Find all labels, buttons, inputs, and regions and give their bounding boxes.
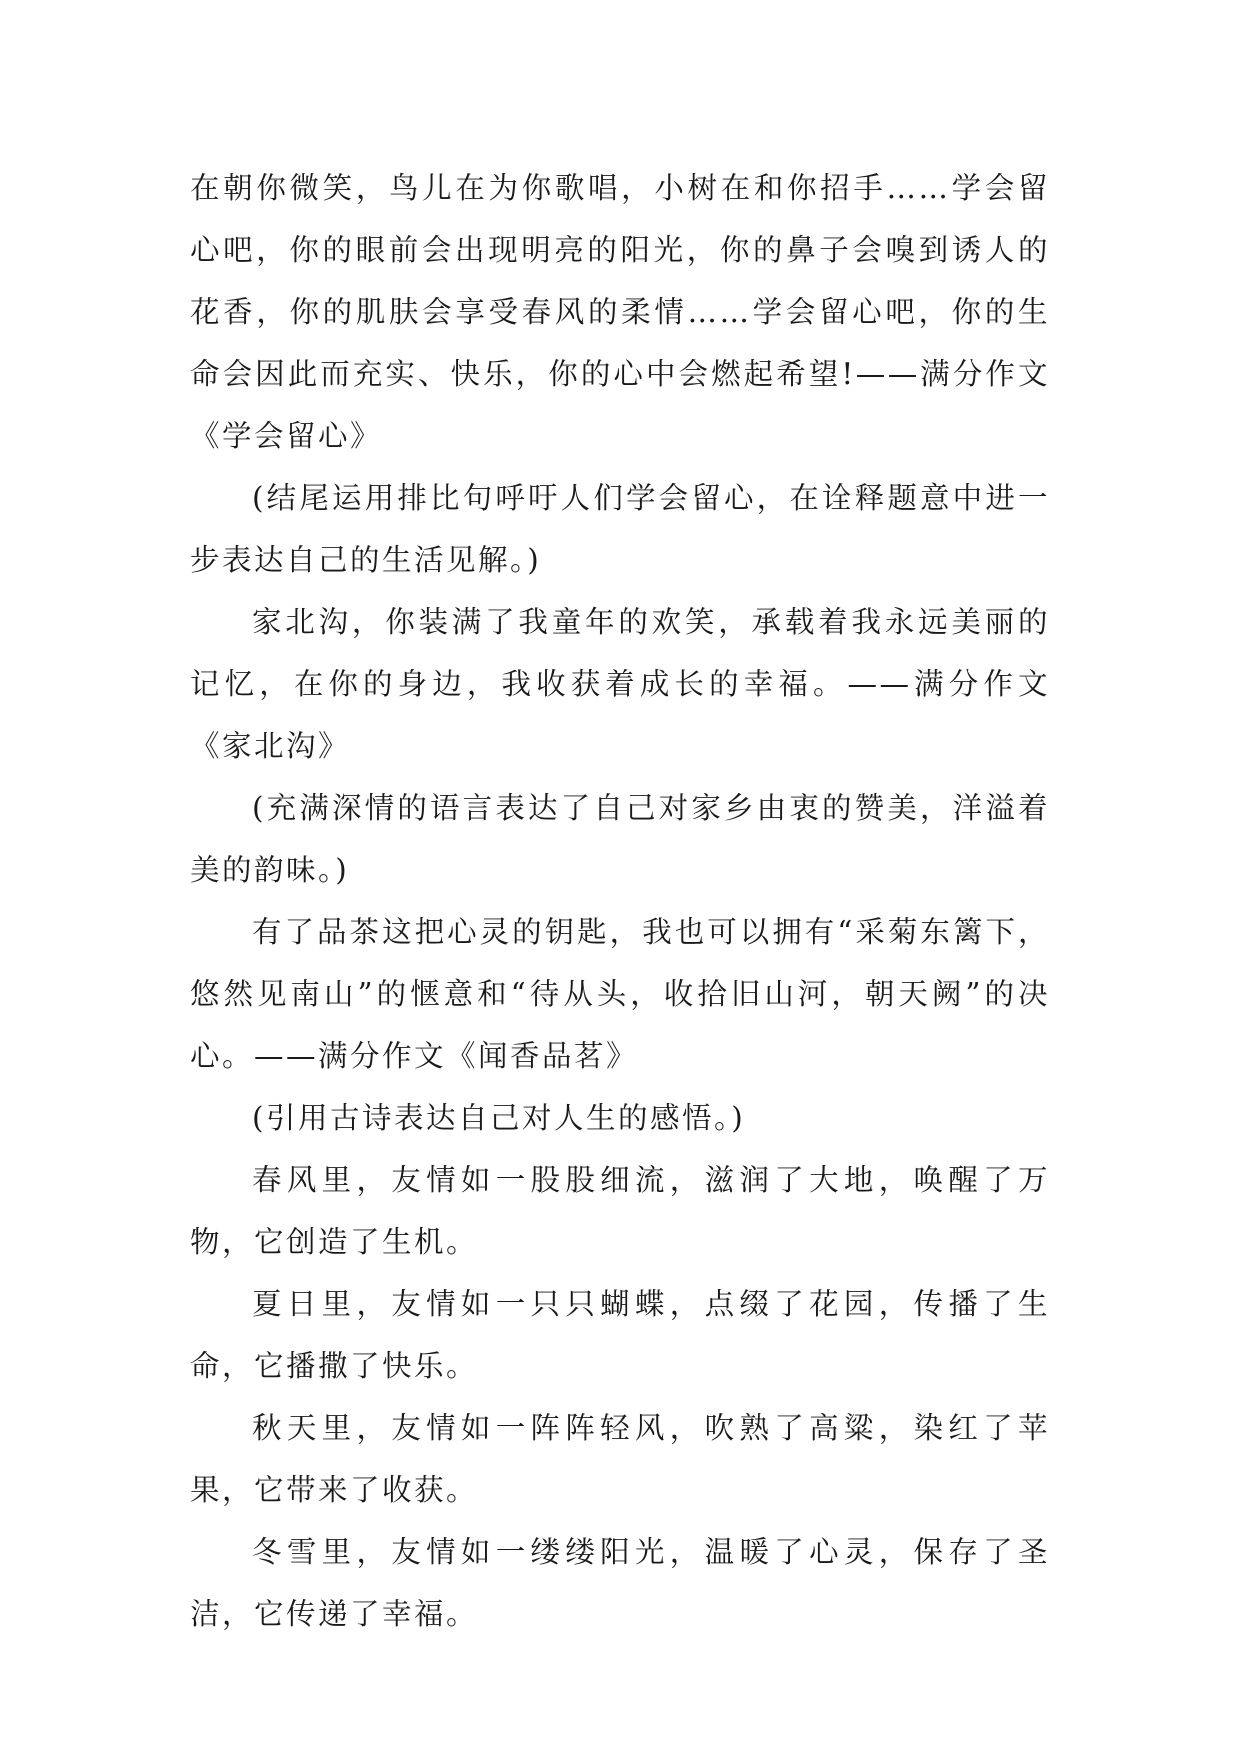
paragraph-commentary: (充满深情的语言表达了自己对家乡由衷的赞美，洋溢着美的韵味。) xyxy=(190,791,1050,887)
paragraph-excerpt: 有了品茶这把心灵的钥匙，我也可以拥有“采菊东篱下，悠然见南山”的惬意和“待从头，收拾旧山河，朝天阙”的决心。——满分作文《闻香品茗》 xyxy=(190,915,1050,1073)
paragraph-commentary: (引用古诗表达自己对人生的感悟。) xyxy=(252,1101,746,1135)
paragraph-summer: 夏日里，友情如一只只蝴蝶，点缀了花园，传播了生命，它播撒了快乐。 xyxy=(190,1287,1050,1383)
paragraph-spring: 春风里，友情如一股股细流，滋润了大地，唤醒了万物，它创造了生机。 xyxy=(190,1163,1050,1259)
paragraph-continuation: 在朝你微笑，鸟儿在为你歌唱，小树在和你招手……学会留心吧，你的眼前会出现明亮的阳光，你的鼻子会嗅到诱人的花香，你的肌肤会享受春风的柔情……学会留心吧，你的生命会因此而充实、快乐，你的心中会燃起希望!——满分作文《学会留心》 xyxy=(190,171,1050,453)
paragraph-winter: 冬雪里，友情如一缕缕阳光，温暖了心灵，保存了圣洁，它传递了幸福。 xyxy=(190,1535,1050,1631)
paragraph-excerpt: 家北沟，你装满了我童年的欢笑，承载着我永远美丽的记忆，在你的身边，我收获着成长的幸福。——满分作文《家北沟》 xyxy=(190,605,1050,763)
paragraph-commentary: (结尾运用排比句呼吁人们学会留心，在诠释题意中进一步表达自己的生活见解。) xyxy=(190,481,1050,577)
document-page xyxy=(190,157,1050,1645)
paragraph-autumn: 秋天里，友情如一阵阵轻风，吹熟了高粱，染红了苹果，它带来了收获。 xyxy=(190,1411,1050,1507)
